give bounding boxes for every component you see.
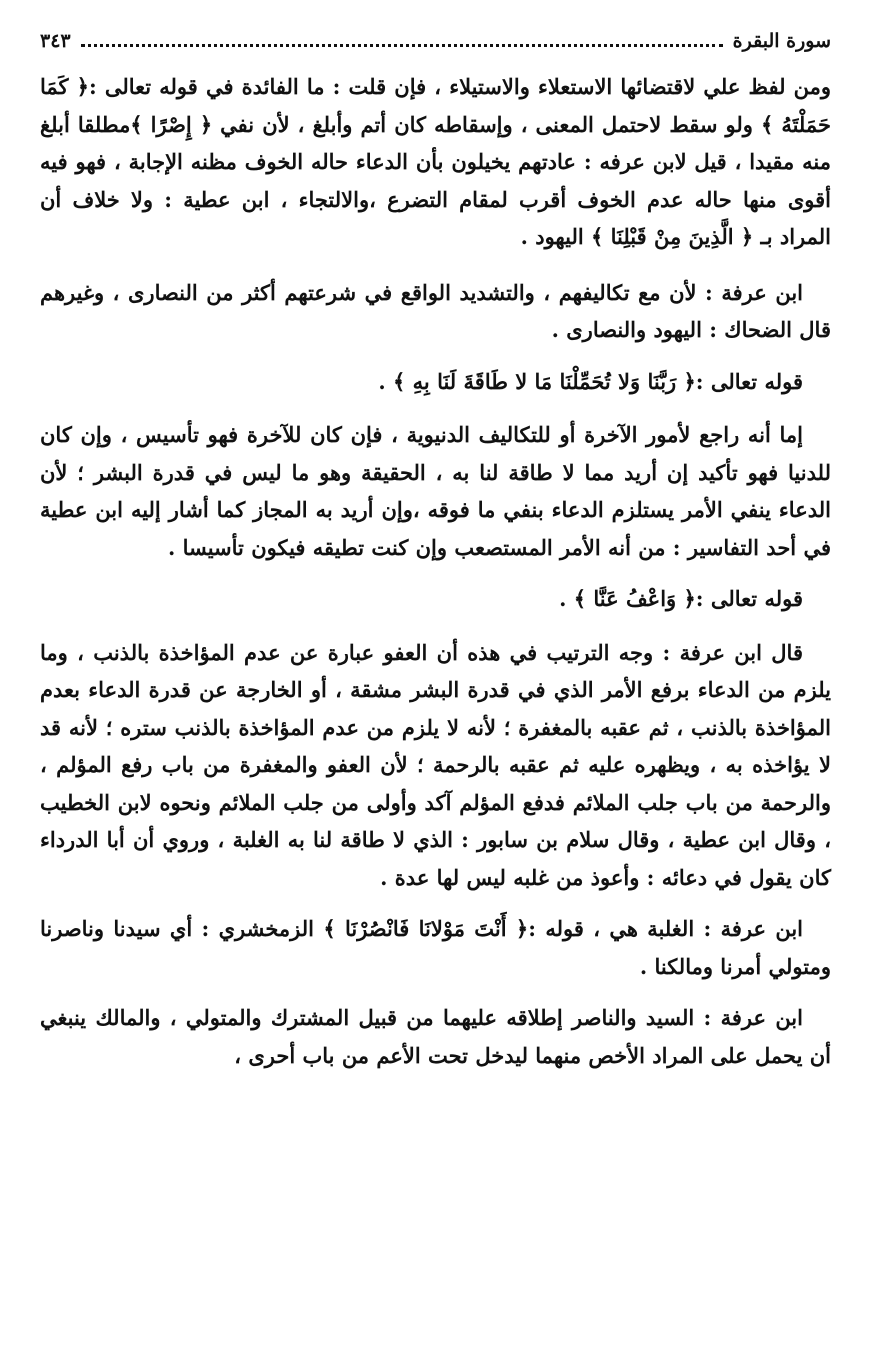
page-number: ٣٤٣	[40, 30, 71, 52]
paragraph-1: ومن لفظ علي لاقتضائها الاستعلاء والاستيلاء ، فإن قلت : ما الفائدة في قوله تعالى :﴿ كَمَا حَمَلْتَهُ ﴾ ولو سقط لاحتمل المعنى ، وإسقاطه كان أتم وأبلغ ، لأن نفي ﴿ إِصْرًا ﴾مطلقا أبلغ منه مقيدا ، قيل لابن عرفه : عادتهم يخيلون بأن الدعاء حاله الخوف مظنه الإجابة ، فهو فيه أقوى منها حاله عدم الخوف أقرب لمقام التضرع ،والالتجاء ، ابن عطية : ولا خلاف أن المراد بـ ﴿ الَّذِينَ مِنْ قَبْلِنَا ﴾ اليهود .	[40, 74, 831, 249]
surah-title: سورة البقرة	[732, 30, 831, 52]
running-header	[40, 26, 831, 56]
dotted-leader	[81, 44, 723, 47]
verse-heading-2: قوله تعالى :﴿ وَاعْفُ عَنَّا ﴾ .	[559, 586, 803, 611]
document-page	[40, 26, 831, 1347]
paragraph-5: ابن عرفة : الغلبة هي ، قوله :﴿ أَنْتَ مَوْلانَا فَانْصُرْنَا ﴾ الزمخشري : أي سيدنا وناصرنا ومتولي أمرنا ومالكنا .	[40, 916, 831, 979]
paragraph-4: قال ابن عرفة : وجه الترتيب في هذه أن العفو عبارة عن عدم المؤاخذة بالذنب ، وما يلزم من الدعاء برفع الأمر الذي في قدرة البشر مشقة ، أو الخارجة عن قدرة الدعاء بعدم المؤاخذة بالذنب ، ثم عقبه بالمغفرة ؛ لأنه لا يلزم من عدم المؤاخذة بالذنب ستره ؛ لأنه قد لا يؤاخذه به ، ويظهره عليه ثم عقبه بالرحمة ؛ لأن العفو والمغفرة من باب رفع المؤلم ، والرحمة من باب جلب الملائم فدفع المؤلم آكد وأولى من جلب الملائم ونحوه لابن الخطيب ، وقال ابن عطية ، وقال سلام بن سابور : الذي لا طاقة لنا به الغلبة ، وروي أن أبا الدرداء كان يقول في دعائه : وأعوذ من غلبه ليس لها عدة .	[40, 639, 831, 890]
paragraph-3: إما أنه راجع لأمور الآخرة أو للتكاليف الدنيوية ، فإن كان للآخرة فهو تأسيس ، وإن كان للدنيا فهو تأكيد إن أريد مما لا طاقة لنا به ، الحقيقة وهو ما ليس في قدرة البشر ؛ لأن الدعاء ينفي الأمر يستلزم الدعاء بنفي ما فوقه ،وإن أريد به المجاز كما أشار إليه ابن عطية في أحد التفاسير : من أنه الأمر المستصعب وإن كنت تطيقه فيكون تأسيسا .	[40, 422, 831, 560]
paragraph-6: ابن عرفة : السيد والناصر إطلاقه عليهما من قبيل المشترك والمتولي ، والمالك ينبغي أن يحمل على المراد الأخص منهما ليدخل تحت الأعم من باب أحرى ،	[40, 1005, 831, 1068]
verse-heading-1: قوله تعالى :﴿ رَبَّنَا وَلا تُحَمِّلْنَا مَا لا طَاقَةَ لَنَا بِهِ ﴾ .	[378, 368, 803, 394]
paragraph-2: ابن عرفة : لأن مع تكاليفهم ، والتشديد الواقع في شرعتهم أكثر من النصارى ، وغيرهم قال الضحاك : اليهود والنصارى .	[40, 279, 831, 342]
